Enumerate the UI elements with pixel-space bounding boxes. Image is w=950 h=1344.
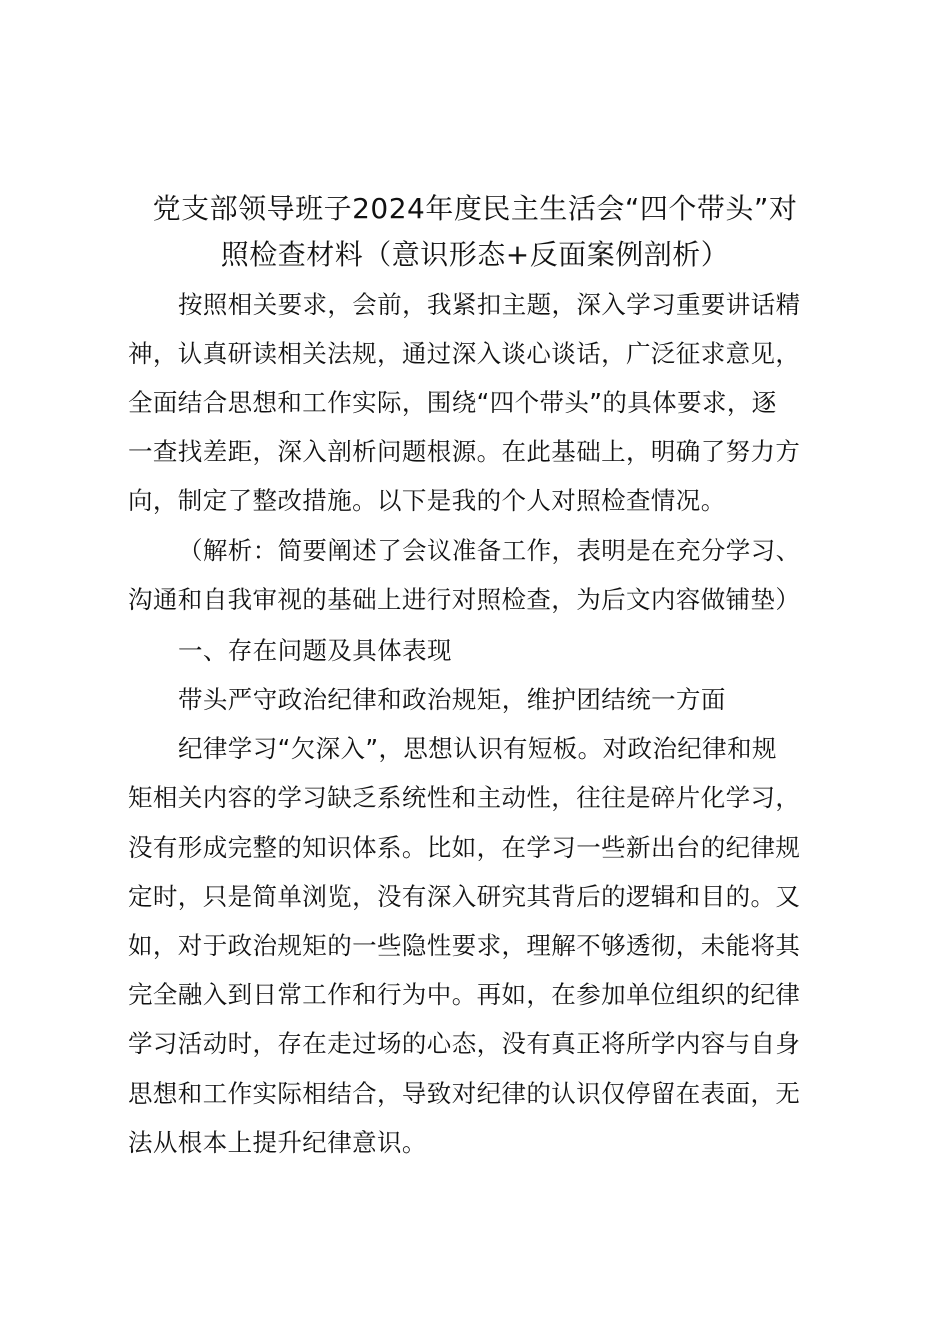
body-line: 矩相关内容的学习缺乏系统性和主动性，往往是碎片化学习， xyxy=(128,783,801,812)
section-heading: 一、存在问题及具体表现 xyxy=(178,636,452,665)
body-line: 思想和工作实际相结合，导致对纪律的认识仅停留在表面，无 xyxy=(128,1079,801,1108)
body-line: 完全融入到日常工作和行为中。再如，在参加单位组织的纪律 xyxy=(128,980,801,1009)
body-line: （解析：简要阐述了会议准备工作，表明是在充分学习、 xyxy=(178,536,801,565)
body-line: 全面结合思想和工作实际，围绕“四个带头”的具体要求，逐 xyxy=(128,388,777,417)
body-line: 学习活动时，存在走过场的心态，没有真正将所学内容与自身 xyxy=(128,1029,801,1058)
body-line: 没有形成完整的知识体系。比如，在学习一些新出台的纪律规 xyxy=(128,833,801,862)
document-title-line-2: 照检查材料（意识形态+反面案例剖析） xyxy=(220,238,730,271)
body-line: 向，制定了整改措施。以下是我的个人对照检查情况。 xyxy=(128,486,726,515)
body-line: 沟通和自我审视的基础上进行对照检查，为后文内容做铺垫） xyxy=(128,585,801,614)
body-line: 神，认真研读相关法规，通过深入谈心谈话，广泛征求意见， xyxy=(128,339,801,368)
subsection-heading: 带头严守政治纪律和政治规矩，维护团结统一方面 xyxy=(178,685,726,714)
body-line: 法从根本上提升纪律意识。 xyxy=(128,1128,427,1157)
body-line: 按照相关要求，会前，我紧扣主题，深入学习重要讲话精 xyxy=(178,290,801,319)
body-line: 一查找差距，深入剖析问题根源。在此基础上，明确了努力方 xyxy=(128,437,801,466)
body-line: 定时，只是简单浏览，没有深入研究其背后的逻辑和目的。又 xyxy=(128,882,801,911)
document-title-line-1: 党支部领导班子2024年度民主生活会“四个带头”对 xyxy=(152,192,798,225)
body-line: 如，对于政治规矩的一些隐性要求，理解不够透彻，未能将其 xyxy=(128,931,801,960)
body-line: 纪律学习“欠深入”，思想认识有短板。对政治纪律和规 xyxy=(178,734,777,763)
